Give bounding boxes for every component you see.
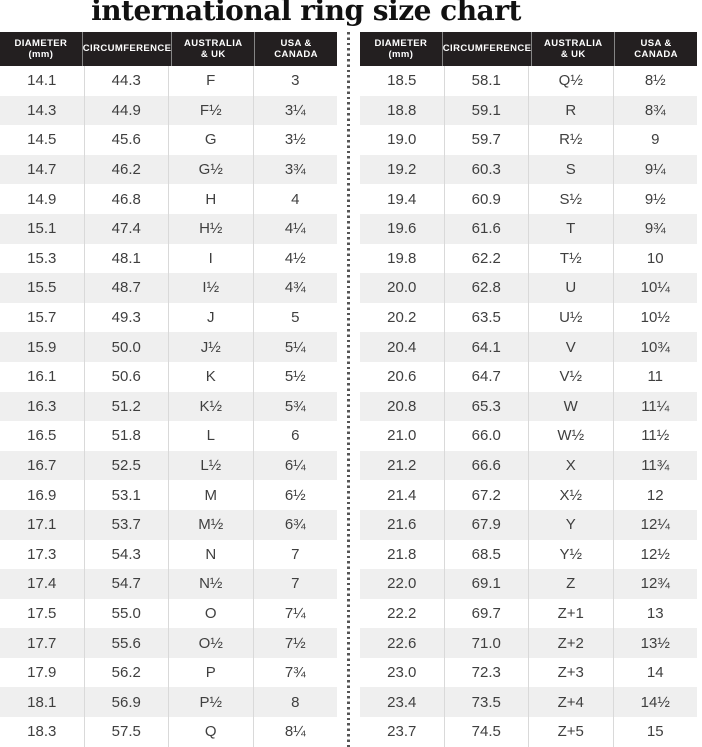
table-cell: 66.6 (444, 451, 529, 481)
table-cell: F (168, 66, 253, 96)
table-row (360, 540, 697, 570)
table-cell: 15.5 (27, 279, 57, 297)
table-cell: 18.3 (27, 723, 57, 741)
column-header: DIAMETER (mm) (14, 37, 68, 60)
table-cell: 9 (613, 125, 698, 155)
table-cell: 3 (253, 66, 338, 96)
table-cell: O½ (168, 628, 253, 658)
table-cell: 44.9 (84, 96, 169, 126)
table-cell: 64.1 (444, 332, 529, 362)
table-cell: 50.6 (84, 362, 169, 392)
table-cell: 8¾ (613, 96, 698, 126)
table-cell: 63.5 (444, 303, 529, 333)
column-header: CIRCUMFERENCE (82, 32, 172, 66)
table-cell: 50.0 (84, 332, 169, 362)
table-cell: 6 (253, 421, 338, 451)
table-cell: 20.4 (387, 338, 417, 356)
table-row (0, 273, 337, 303)
table-cell: G (168, 125, 253, 155)
table-cell: 18.1 (27, 693, 57, 711)
table-cell: Z+2 (528, 628, 613, 658)
table-cell: V½ (528, 362, 613, 392)
table-cell: 22.2 (387, 604, 417, 622)
table-cell: 14.9 (27, 190, 57, 208)
table-cell: 8½ (613, 66, 698, 96)
table-cell: 15 (613, 717, 698, 747)
table-cell: 21.0 (387, 427, 417, 445)
table-cell: V (528, 332, 613, 362)
table-cell: S (528, 155, 613, 185)
table-cell: 20.2 (387, 309, 417, 327)
table-cell: 69.1 (444, 569, 529, 599)
column-header: USA & CANADA (254, 32, 337, 66)
table-cell: 73.5 (444, 687, 529, 717)
table-row (0, 392, 337, 422)
table-row (360, 96, 697, 126)
table-cell: 45.6 (84, 125, 169, 155)
table-cell: 8 (253, 687, 338, 717)
table-row (0, 332, 337, 362)
table-cell: 20.8 (387, 397, 417, 415)
table-cell: 14.5 (27, 131, 57, 149)
table-cell: U½ (528, 303, 613, 333)
table-cell: 7 (253, 540, 338, 570)
table-row (360, 66, 697, 96)
table-cell: Z+5 (528, 717, 613, 747)
table-row (0, 303, 337, 333)
table-cell: L½ (168, 451, 253, 481)
table-cell: 59.7 (444, 125, 529, 155)
table-cell: 61.6 (444, 214, 529, 244)
table-cell: 16.9 (27, 486, 57, 504)
table-cell: 53.7 (84, 510, 169, 540)
table-cell: 14½ (613, 687, 698, 717)
table-cell: Z (528, 569, 613, 599)
table-cell: 6½ (253, 480, 338, 510)
table-row (360, 480, 697, 510)
table-cell: 10¼ (613, 273, 698, 303)
table-cell: I½ (168, 273, 253, 303)
table-cell: H½ (168, 214, 253, 244)
table-cell: 66.0 (444, 421, 529, 451)
table-row (360, 451, 697, 481)
table-header-row (360, 32, 697, 66)
table-cell: 3¼ (253, 96, 338, 126)
table-cell: 74.5 (444, 717, 529, 747)
tables-container (0, 32, 702, 747)
table-cell: Z+4 (528, 687, 613, 717)
table-cell: 7¼ (253, 599, 338, 629)
table-row (0, 155, 337, 185)
table-cell: 14.1 (27, 72, 57, 90)
table-cell: U (528, 273, 613, 303)
table-header-row (0, 32, 337, 66)
table-cell: 23.4 (387, 693, 417, 711)
table-cell: 48.7 (84, 273, 169, 303)
table-cell: 53.1 (84, 480, 169, 510)
table-cell: O (168, 599, 253, 629)
table-cell: 23.7 (387, 723, 417, 741)
table-cell: 4¼ (253, 214, 338, 244)
table-cell: 5½ (253, 362, 338, 392)
table-cell: 18.5 (387, 72, 417, 90)
table-cell: P½ (168, 687, 253, 717)
table-row (0, 214, 337, 244)
table-cell: 4¾ (253, 273, 338, 303)
table-gap (337, 32, 360, 747)
table-cell: 5 (253, 303, 338, 333)
table-cell: 9½ (613, 184, 698, 214)
table-cell: 18.8 (387, 101, 417, 119)
table-cell: 12¼ (613, 510, 698, 540)
table-cell: 15.9 (27, 338, 57, 356)
table-cell: 19.2 (387, 161, 417, 179)
table-cell: 17.9 (27, 664, 57, 682)
table-cell: F½ (168, 96, 253, 126)
table-row (360, 125, 697, 155)
table-cell: 55.0 (84, 599, 169, 629)
table-cell: Z+1 (528, 599, 613, 629)
table-cell: N½ (168, 569, 253, 599)
table-cell: 14 (613, 658, 698, 688)
table-cell: 60.3 (444, 155, 529, 185)
table-row (360, 628, 697, 658)
table-row (360, 569, 697, 599)
table-cell: Q½ (528, 66, 613, 96)
table-cell: 6¼ (253, 451, 338, 481)
table-cell: Y (528, 510, 613, 540)
table-cell: 15.3 (27, 249, 57, 267)
table-cell: 20.6 (387, 368, 417, 386)
table-cell: 16.3 (27, 397, 57, 415)
column-header: CIRCUMFERENCE (442, 32, 532, 66)
table-cell: N (168, 540, 253, 570)
table-cell: 4 (253, 184, 338, 214)
table-cell: S½ (528, 184, 613, 214)
table-cell: 15.7 (27, 309, 57, 327)
table-cell: 19.8 (387, 249, 417, 267)
table-cell: 68.5 (444, 540, 529, 570)
table-row (360, 214, 697, 244)
table-cell: L (168, 421, 253, 451)
table-cell: 62.8 (444, 273, 529, 303)
table-row (360, 303, 697, 333)
column-header: USA & CANADA (614, 32, 697, 66)
column-header: DIAMETER (mm) (374, 37, 428, 60)
table-cell: J (168, 303, 253, 333)
table-cell: J½ (168, 332, 253, 362)
table-cell: 7¾ (253, 658, 338, 688)
table-cell: 23.0 (387, 664, 417, 682)
table-cell: 51.8 (84, 421, 169, 451)
table-row (0, 451, 337, 481)
table-row (0, 717, 337, 747)
table-cell: 67.9 (444, 510, 529, 540)
table-cell: 47.4 (84, 214, 169, 244)
table-cell: 51.2 (84, 392, 169, 422)
table-cell: 65.3 (444, 392, 529, 422)
table-cell: 14.3 (27, 101, 57, 119)
table-cell: 19.6 (387, 220, 417, 238)
table-row (360, 687, 697, 717)
table-cell: 22.0 (387, 575, 417, 593)
table-cell: 11 (613, 362, 698, 392)
table-row (0, 66, 337, 96)
column-header: AUSTRALIA & UK (171, 32, 254, 66)
table-row (0, 480, 337, 510)
table-cell: 62.2 (444, 244, 529, 274)
table-cell: 7 (253, 569, 338, 599)
table-cell: 7½ (253, 628, 338, 658)
table-cell: 11½ (613, 421, 698, 451)
table-cell: 12½ (613, 540, 698, 570)
table-cell: 12 (613, 480, 698, 510)
table-cell: 5¼ (253, 332, 338, 362)
table-row (360, 184, 697, 214)
table-cell: 8¼ (253, 717, 338, 747)
table-row (360, 421, 697, 451)
table-cell: 19.4 (387, 190, 417, 208)
table-cell: 21.8 (387, 545, 417, 563)
page-title: international ring size chart (91, 0, 521, 27)
table-cell: 22.6 (387, 634, 417, 652)
table-cell: T½ (528, 244, 613, 274)
table-cell: 17.4 (27, 575, 57, 593)
table-row (360, 244, 697, 274)
table-cell: 46.2 (84, 155, 169, 185)
table-row (0, 184, 337, 214)
table-row (0, 540, 337, 570)
table-cell: 44.3 (84, 66, 169, 96)
table-row (0, 599, 337, 629)
table-cell: 46.8 (84, 184, 169, 214)
table-cell: 67.2 (444, 480, 529, 510)
table-cell: 11¼ (613, 392, 698, 422)
table-cell: 55.6 (84, 628, 169, 658)
table-cell: 17.1 (27, 516, 57, 534)
table-cell: T (528, 214, 613, 244)
table-cell: 17.5 (27, 604, 57, 622)
table-cell: 59.1 (444, 96, 529, 126)
table-row (360, 362, 697, 392)
table-cell: W½ (528, 421, 613, 451)
table-row (0, 658, 337, 688)
table-cell: 71.0 (444, 628, 529, 658)
table-cell: 10 (613, 244, 698, 274)
table-row (360, 658, 697, 688)
table-cell: 3¾ (253, 155, 338, 185)
table-cell: 56.9 (84, 687, 169, 717)
table-cell: Q (168, 717, 253, 747)
table-cell: K (168, 362, 253, 392)
table-cell: 16.7 (27, 457, 57, 475)
table-cell: 16.5 (27, 427, 57, 445)
table-cell: 13 (613, 599, 698, 629)
table-cell: 60.9 (444, 184, 529, 214)
table-cell: 21.2 (387, 457, 417, 475)
table-cell: 14.7 (27, 161, 57, 179)
table-cell: 13½ (613, 628, 698, 658)
table-cell: 11¾ (613, 451, 698, 481)
table-cell: 4½ (253, 244, 338, 274)
table-cell: W (528, 392, 613, 422)
table-cell: M (168, 480, 253, 510)
table-cell: 58.1 (444, 66, 529, 96)
table-cell: 69.7 (444, 599, 529, 629)
table-cell: 54.3 (84, 540, 169, 570)
table-cell: X (528, 451, 613, 481)
table-cell: 10½ (613, 303, 698, 333)
table-cell: 72.3 (444, 658, 529, 688)
ring-size-table-left (0, 32, 337, 747)
table-row (360, 332, 697, 362)
table-cell: 20.0 (387, 279, 417, 297)
table-row (360, 392, 697, 422)
table-row (0, 569, 337, 599)
table-cell: K½ (168, 392, 253, 422)
table-cell: 19.0 (387, 131, 417, 149)
table-cell: 21.4 (387, 486, 417, 504)
table-cell: 49.3 (84, 303, 169, 333)
table-cell: I (168, 244, 253, 274)
table-cell: G½ (168, 155, 253, 185)
table-cell: 16.1 (27, 368, 57, 386)
table-row (360, 510, 697, 540)
table-cell: 6¾ (253, 510, 338, 540)
table-cell: 17.3 (27, 545, 57, 563)
dotted-divider-line (347, 32, 350, 747)
table-row (0, 628, 337, 658)
table-cell: 10¾ (613, 332, 698, 362)
table-cell: 9¾ (613, 214, 698, 244)
table-cell: 12¾ (613, 569, 698, 599)
table-cell: 54.7 (84, 569, 169, 599)
table-cell: X½ (528, 480, 613, 510)
table-row (360, 155, 697, 185)
table-cell: 57.5 (84, 717, 169, 747)
ring-size-table-right (360, 32, 697, 747)
table-row (360, 717, 697, 747)
table-cell: Y½ (528, 540, 613, 570)
table-cell: 56.2 (84, 658, 169, 688)
table-cell: P (168, 658, 253, 688)
table-cell: 52.5 (84, 451, 169, 481)
table-row (0, 244, 337, 274)
table-cell: 5¾ (253, 392, 338, 422)
table-cell: R (528, 96, 613, 126)
table-cell: Z+3 (528, 658, 613, 688)
table-cell: 9¼ (613, 155, 698, 185)
table-cell: H (168, 184, 253, 214)
table-cell: 15.1 (27, 220, 57, 238)
column-header: AUSTRALIA & UK (531, 32, 614, 66)
table-cell: 21.6 (387, 516, 417, 534)
table-row (360, 273, 697, 303)
table-cell: 3½ (253, 125, 338, 155)
table-row (0, 96, 337, 126)
table-row (0, 510, 337, 540)
table-cell: 64.7 (444, 362, 529, 392)
table-cell: M½ (168, 510, 253, 540)
table-row (0, 362, 337, 392)
table-row (0, 687, 337, 717)
table-cell: R½ (528, 125, 613, 155)
table-cell: 17.7 (27, 634, 57, 652)
table-cell: 48.1 (84, 244, 169, 274)
table-row (0, 125, 337, 155)
table-row (360, 599, 697, 629)
table-row (0, 421, 337, 451)
